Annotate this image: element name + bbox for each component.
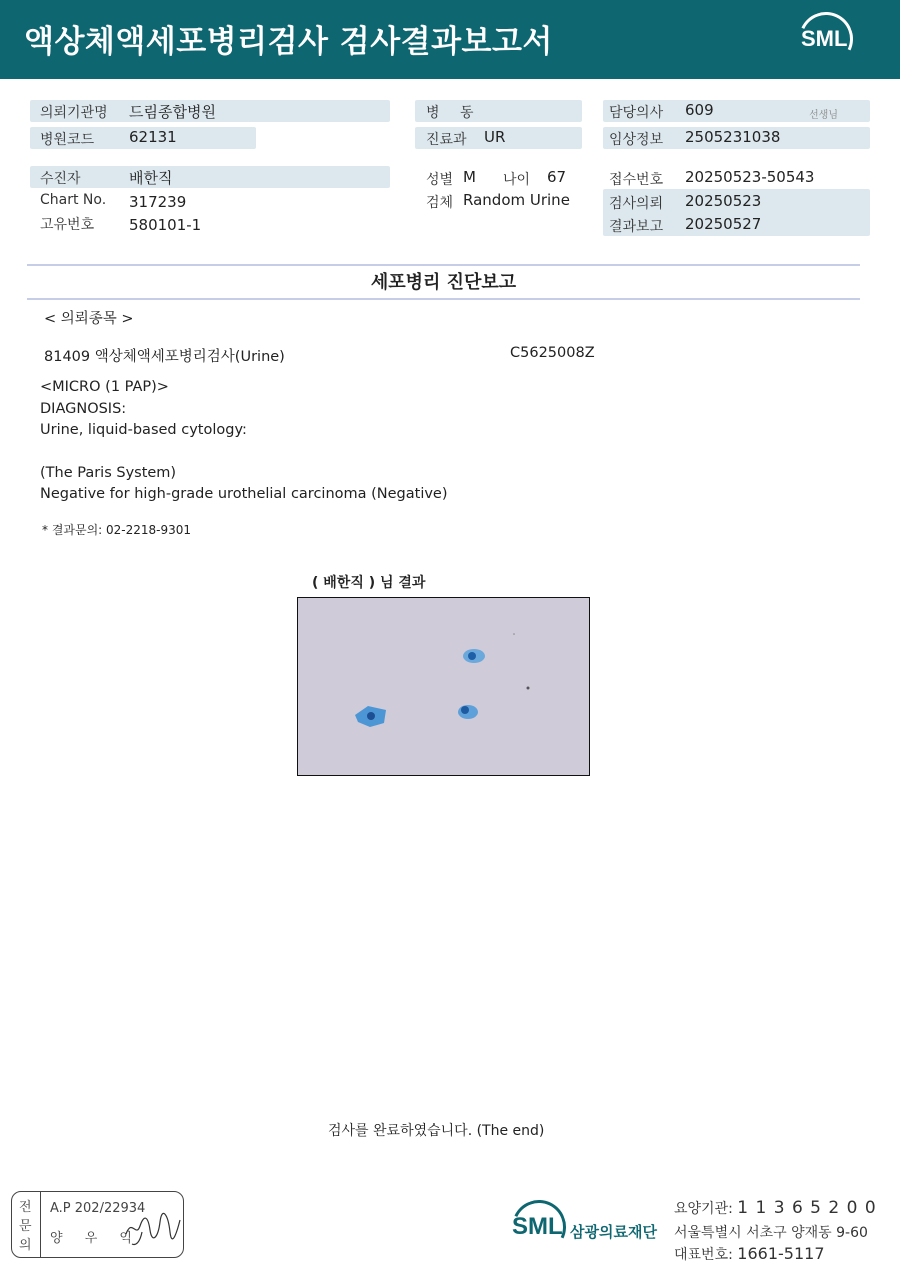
organization-name: 삼광의료재단 — [570, 1223, 657, 1241]
patient-label: 수진자 — [40, 171, 81, 187]
cytology-image — [297, 597, 590, 776]
hospital-code-label: 병원코드 — [40, 132, 95, 148]
chart-label: Chart No. — [40, 192, 107, 208]
institution-code: 요양기관: 1 1 3 6 5 2 0 0 — [674, 1198, 877, 1218]
diagnosis-result: Negative for high-grade urothelial carcinoma (Negative) — [40, 486, 448, 502]
receipt-label: 접수번호 — [609, 172, 664, 188]
logo-text: SML — [801, 26, 848, 51]
institution-value: 드림종합병원 — [129, 103, 216, 121]
stamp-name: 양 우 익 — [50, 1231, 141, 1246]
ward-label: 병 동 — [426, 105, 482, 121]
cell-middle — [458, 705, 478, 719]
micro-line: <MICRO (1 PAP)> — [40, 379, 169, 395]
request-heading: < 의뢰종목 > — [44, 311, 134, 327]
footer-logo-text: SML — [512, 1213, 563, 1240]
report-header — [0, 0, 900, 79]
section-rule-top — [27, 264, 860, 266]
report-label: 결과보고 — [609, 219, 664, 235]
doctor-label: 담당의사 — [609, 105, 664, 121]
age-label: 나이 — [503, 172, 531, 188]
sex-label: 성별 — [426, 172, 454, 188]
stamp-license: A.P 202/22934 — [50, 1201, 146, 1216]
stamp-vertical-label: 전 문 의 — [12, 1192, 41, 1257]
clinical-label: 임상정보 — [609, 132, 664, 148]
specimen-value: Random Urine — [463, 191, 570, 209]
organization-address: 서울특별시 서초구 양재동 9-60 — [674, 1225, 868, 1241]
patient-value: 배한직 — [129, 169, 173, 187]
patient-row — [30, 166, 390, 188]
receipt-value: 20250523-50543 — [685, 168, 815, 186]
cell-top — [463, 649, 485, 663]
specimen-label: 검체 — [426, 195, 454, 211]
phone-line: 대표번호: 1661-5117 — [674, 1244, 825, 1263]
section-title: 세포병리 진단보고 — [370, 272, 517, 293]
pathologist-stamp — [11, 1191, 184, 1258]
unique-label: 고유번호 — [40, 217, 95, 233]
sml-footer-logo-icon — [510, 1200, 570, 1255]
image-caption: ( 배한직 ) 님 결과 — [312, 575, 426, 591]
request-value: 20250523 — [685, 192, 762, 210]
cytology-cells — [298, 598, 589, 775]
age-value: 67 — [547, 168, 567, 186]
report-title: 액상체액세포병리검사 검사결과보고서 — [24, 24, 553, 60]
chart-value: 317239 — [129, 193, 187, 211]
paris-system: (The Paris System) — [40, 465, 177, 481]
doctor-suffix: 선생님 — [809, 110, 838, 121]
doctor-value: 609 — [685, 101, 714, 119]
test-id: C5625008Z — [510, 345, 595, 361]
unique-value: 580101-1 — [129, 216, 202, 234]
diagnosis-heading: DIAGNOSIS: — [40, 401, 127, 417]
end-text: 검사를 완료하였습니다. (The end) — [328, 1123, 545, 1139]
signature-icon — [122, 1208, 182, 1248]
section-rule-bottom — [27, 298, 860, 300]
institution-label: 의뢰기관명 — [40, 105, 108, 121]
report-value: 20250527 — [685, 215, 762, 233]
department-value: UR — [484, 128, 506, 146]
inquiry-phone: * 결과문의: 02-2218-9301 — [42, 523, 192, 537]
sml-logo-icon — [795, 12, 853, 64]
department-label: 진료과 — [426, 132, 467, 148]
clinical-value: 2505231038 — [685, 128, 781, 146]
request-label: 검사의뢰 — [609, 196, 664, 212]
sex-value: M — [463, 168, 476, 186]
hospital-code-value: 62131 — [129, 128, 177, 146]
test-code: 81409 액상체액세포병리검사(Urine) — [44, 349, 285, 365]
specimen-line: Urine, liquid-based cytology: — [40, 422, 247, 438]
